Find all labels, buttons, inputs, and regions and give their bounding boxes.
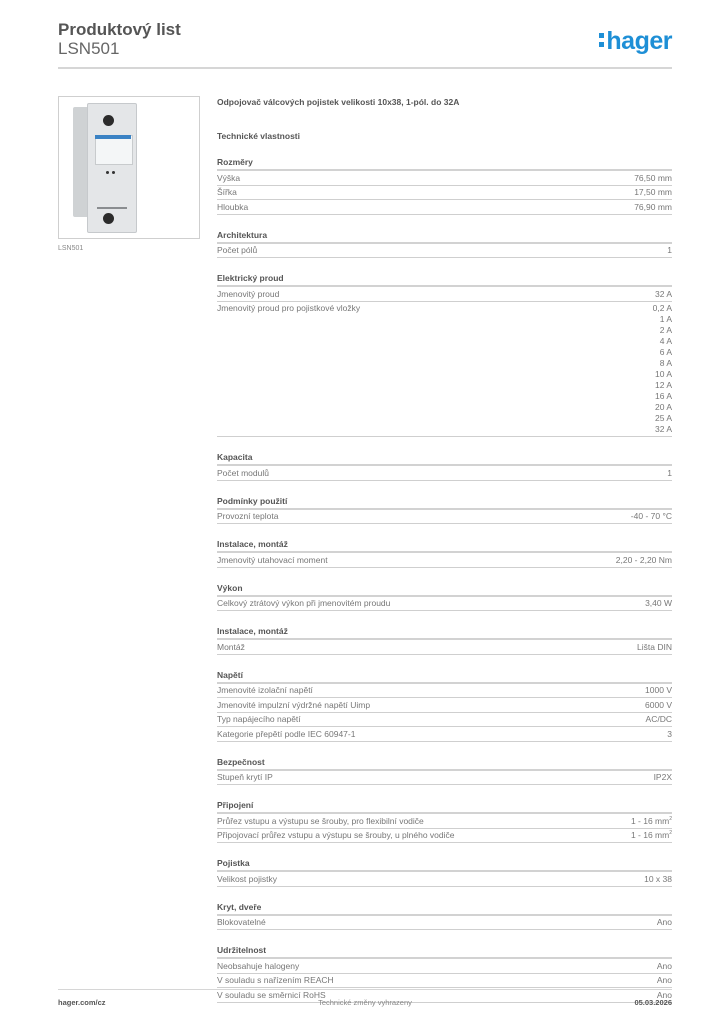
- spec-section: [217, 582, 672, 612]
- footer-website[interactable]: hager.com/cz: [58, 998, 106, 1007]
- spec-section: [217, 229, 672, 259]
- spec-value: [657, 975, 672, 986]
- spec-row: [217, 829, 672, 844]
- spec-row: [217, 727, 672, 742]
- spec-value-text: 1: [667, 245, 672, 255]
- spec-value: [654, 772, 672, 783]
- footer-notice: Technické změny vyhrazeny: [318, 998, 412, 1007]
- spec-value-text: AC/DC: [645, 714, 672, 724]
- spec-label: Jmenovitý proud: [217, 288, 280, 299]
- section-title: Bezpečnost: [217, 756, 672, 771]
- spec-label: V souladu se směrnicí RoHS: [217, 989, 326, 1000]
- spec-row: [217, 916, 672, 931]
- spec-value-text: Ano: [656, 989, 672, 1000]
- spec-label: Výška: [217, 172, 241, 183]
- spec-sections: [217, 156, 672, 1003]
- section-title: Instalace, montáž: [217, 538, 672, 553]
- spec-row: [217, 466, 672, 481]
- spec-value: [667, 245, 672, 256]
- spec-value-text: 3,40 W: [645, 598, 672, 608]
- spec-value-text: Ano: [656, 960, 672, 971]
- section-title: Architektura: [217, 229, 672, 244]
- page-header: [58, 20, 672, 68]
- spec-value: [616, 555, 672, 566]
- header-divider: [58, 67, 672, 69]
- spec-value: 6 A: [659, 347, 672, 357]
- screw-terminal-icon: [103, 213, 114, 224]
- spec-section: [217, 156, 672, 215]
- spec-value: 20 A: [654, 402, 672, 412]
- spec-value-text: 76,50 mm: [634, 172, 672, 183]
- spec-label: Velikost pojistky: [217, 873, 277, 884]
- hager-logo: [598, 27, 672, 55]
- spec-value: 10 A: [654, 369, 672, 379]
- screw-terminal-icon: [103, 115, 114, 126]
- spec-value: 1 A: [659, 314, 672, 324]
- device-label-stripe: [95, 135, 131, 139]
- section-title: Instalace, montáž: [217, 625, 672, 640]
- spec-section: [217, 756, 672, 786]
- spec-value-text: 1 - 16 mm: [630, 815, 670, 826]
- spec-row: [217, 553, 672, 568]
- spec-value-text: 76,90 mm: [634, 201, 672, 212]
- spec-value: 12 A: [654, 380, 672, 390]
- footer-date: 05.03.2026: [634, 998, 672, 1007]
- logo-text: hager: [606, 27, 672, 55]
- spec-label: Počet modulů: [217, 467, 269, 478]
- spec-row: [217, 713, 672, 728]
- device-label: [95, 135, 133, 165]
- spec-row: [217, 597, 672, 612]
- spec-value: [646, 714, 672, 725]
- spec-row: [217, 959, 672, 974]
- spec-value-text: 17,50 mm: [634, 187, 672, 197]
- section-title: Pojistka: [217, 857, 672, 872]
- spec-label: Kategorie přepětí podle IEC 60947-1: [217, 728, 356, 739]
- spec-row: [217, 171, 672, 186]
- section-title: Kapacita: [217, 451, 672, 466]
- spec-value-superscript: 2: [669, 815, 672, 822]
- spec-value-text: 6000 V: [645, 699, 672, 710]
- footer-divider: [58, 989, 672, 990]
- spec-value: [667, 729, 672, 740]
- spec-value: [634, 173, 672, 184]
- spec-value: [637, 642, 672, 653]
- spec-value-list: [653, 303, 672, 435]
- spec-value: 16 A: [654, 391, 672, 401]
- spec-label: Počet pólů: [217, 245, 258, 255]
- spec-row: [217, 640, 672, 655]
- spec-value: 4 A: [659, 336, 672, 346]
- spec-label: Neobsahuje halogeny: [217, 960, 300, 971]
- spec-content: [217, 96, 672, 1003]
- spec-value-text: Ano: [656, 917, 672, 927]
- spec-value: [655, 289, 672, 300]
- spec-label: Blokovatelné: [217, 917, 266, 927]
- indicator-dot: [106, 171, 109, 174]
- spec-section: [217, 944, 672, 1003]
- spec-label: Montáž: [217, 641, 245, 652]
- indicator-dot: [112, 171, 115, 174]
- spec-row: [217, 698, 672, 713]
- spec-label: Šířka: [217, 187, 237, 197]
- section-title: Připojení: [217, 799, 672, 814]
- spec-section: [217, 669, 672, 742]
- spec-value: [645, 700, 672, 711]
- spec-value: 25 A: [654, 413, 672, 423]
- spec-section: [217, 451, 672, 481]
- spec-label: Jmenovité izolační napětí: [217, 685, 313, 695]
- spec-value-text: -40 - 70 °C: [630, 511, 672, 521]
- page-footer: [58, 998, 672, 1010]
- spec-label: Stupeň krytí IP: [217, 772, 273, 782]
- spec-row: [217, 186, 672, 201]
- spec-value: 2 A: [659, 325, 672, 335]
- spec-value-text: IP2X: [653, 772, 672, 782]
- spec-section: [217, 272, 672, 437]
- spec-value: [645, 598, 672, 609]
- spec-value-text: 32 A: [654, 288, 672, 299]
- logo-colon-icon: [598, 29, 606, 49]
- spec-value: [667, 468, 672, 479]
- spec-row: [217, 684, 672, 699]
- spec-value-text: 3: [667, 728, 672, 739]
- technical-properties-title: Technické vlastnosti: [217, 131, 300, 141]
- spec-row: [217, 814, 672, 829]
- spec-section: [217, 625, 672, 655]
- spec-value: [657, 917, 672, 928]
- spec-label: Jmenovité impulzní výdržné napětí Uimp: [217, 699, 371, 710]
- spec-value: 8 A: [659, 358, 672, 368]
- section-title: Rozměry: [217, 156, 672, 171]
- spec-row: [217, 510, 672, 525]
- spec-value-superscript: 2: [669, 830, 672, 837]
- spec-value-text: Ano: [656, 975, 672, 985]
- spec-row: [217, 974, 672, 989]
- spec-value: 0,2 A: [652, 303, 672, 313]
- spec-section: [217, 495, 672, 525]
- spec-value-text: Lišta DIN: [637, 641, 672, 652]
- spec-row: [217, 287, 672, 302]
- spec-section: [217, 857, 672, 887]
- spec-label: Typ napájecího napětí: [217, 714, 301, 724]
- spec-row: [217, 200, 672, 215]
- spec-value: [634, 187, 672, 198]
- spec-label: Celkový ztrátový výkon při jmenovitém proudu: [217, 598, 391, 608]
- spec-value-text: 2,20 - 2,20 Nm: [615, 554, 672, 565]
- spec-value: [631, 816, 672, 827]
- spec-value: [634, 202, 672, 213]
- section-title: Kryt, dveře: [217, 901, 672, 916]
- product-code: LSN501: [58, 39, 120, 58]
- spec-value-text: 1 - 16 mm: [630, 830, 670, 840]
- spec-value-text: 1: [667, 467, 672, 478]
- section-title: Výkon: [217, 582, 672, 597]
- spec-label: Hloubka: [217, 201, 249, 212]
- product-image: [58, 96, 200, 239]
- spec-section: [217, 538, 672, 568]
- spec-value: [657, 961, 672, 972]
- document-title: Produktový list: [58, 20, 181, 39]
- spec-value: [631, 830, 672, 841]
- image-caption: LSN501: [58, 245, 84, 252]
- spec-row: [217, 771, 672, 786]
- spec-value-text: 10 x 38: [644, 873, 672, 884]
- spec-row: [217, 872, 672, 887]
- spec-value-text: 1000 V: [645, 685, 672, 695]
- spec-label: Provozní teplota: [217, 511, 279, 521]
- device-handle: [97, 207, 127, 209]
- spec-value: [644, 874, 672, 885]
- spec-section: [217, 799, 672, 843]
- spec-label: Jmenovitý utahovací moment: [217, 554, 328, 565]
- spec-label: V souladu s nařízením REACH: [217, 975, 334, 985]
- spec-value: [631, 511, 672, 522]
- section-title: Napětí: [217, 669, 672, 684]
- spec-row: [217, 302, 672, 438]
- spec-label: Jmenovitý proud pro pojistkové vložky: [217, 303, 361, 313]
- section-title: Elektrický proud: [217, 272, 672, 287]
- product-description: Odpojovač válcových pojistek velikosti 10x38, 1-pól. do 32A: [217, 97, 460, 107]
- section-title: Udržitelnost: [217, 944, 672, 959]
- section-title: Podmínky použití: [217, 495, 672, 510]
- spec-label: Připojovací průřez vstupu a výstupu se šrouby, u plného vodiče: [217, 830, 455, 840]
- spec-row: [217, 244, 672, 259]
- spec-label: Průřez vstupu a výstupu se šrouby, pro flexibilní vodiče: [217, 815, 424, 826]
- spec-section: [217, 901, 672, 931]
- spec-value: [645, 685, 672, 696]
- spec-value: 32 A: [654, 424, 672, 434]
